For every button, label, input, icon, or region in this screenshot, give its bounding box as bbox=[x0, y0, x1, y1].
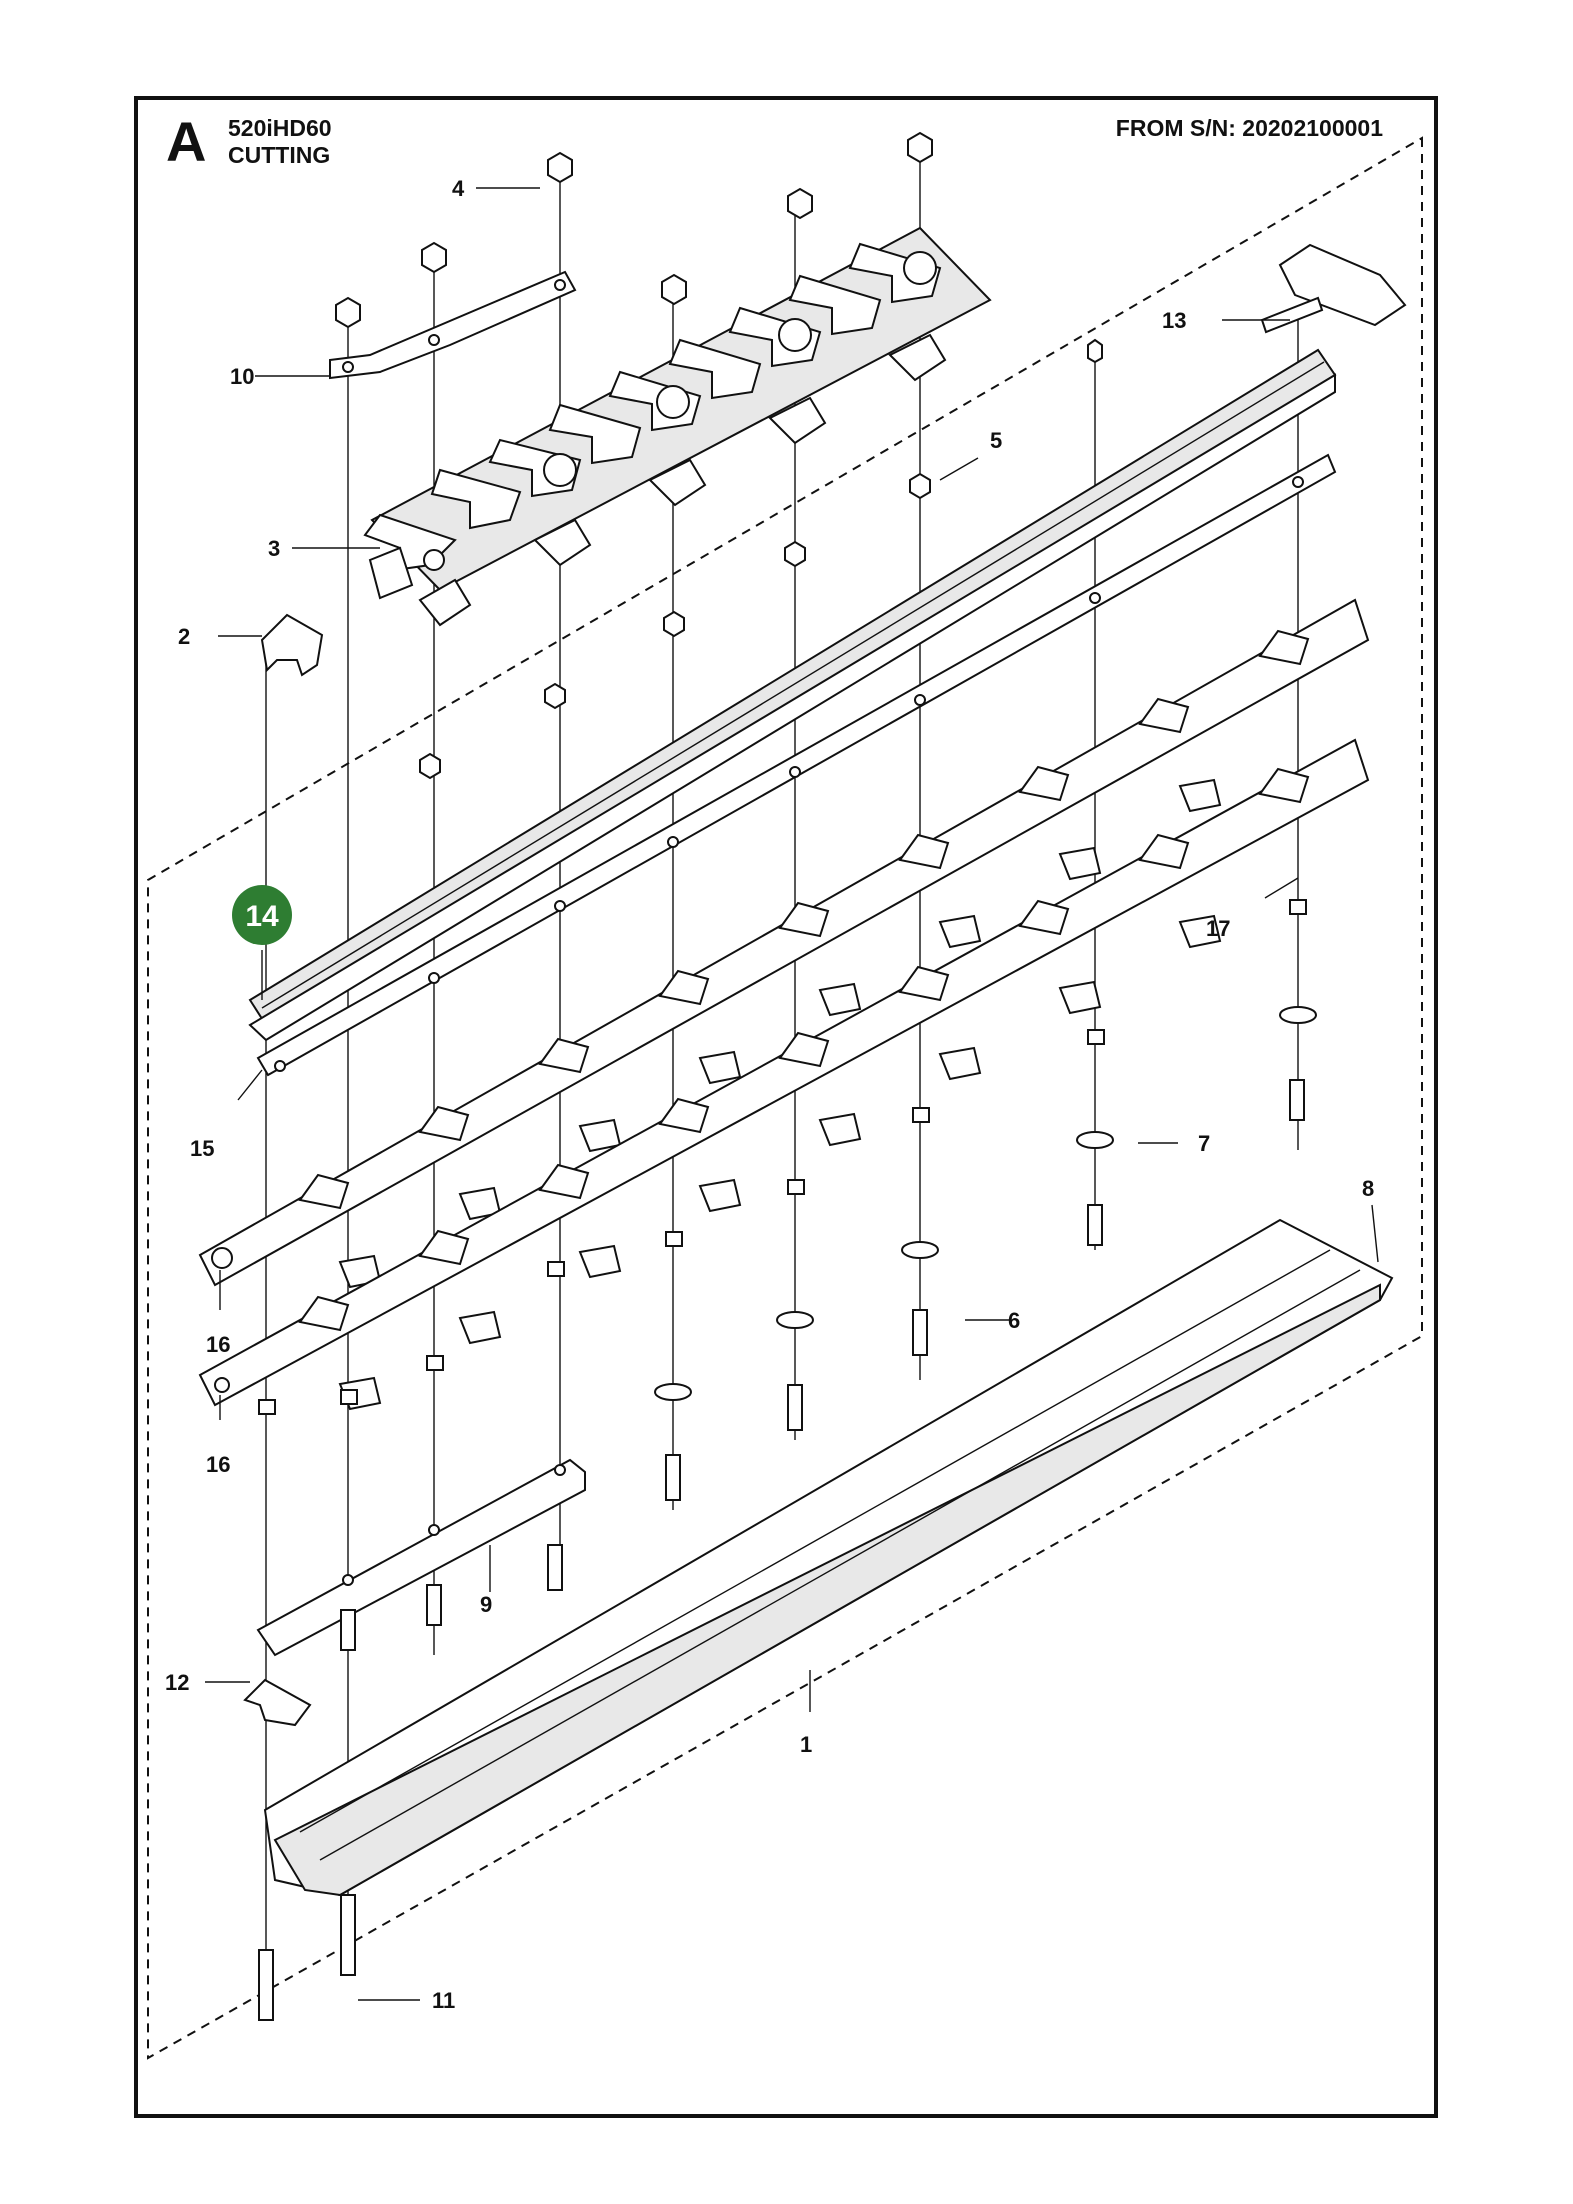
callout-8: 8 bbox=[1362, 1176, 1375, 1201]
section-title: CUTTING bbox=[228, 142, 331, 168]
callout-12: 12 bbox=[165, 1670, 190, 1695]
callout-9: 9 bbox=[480, 1592, 493, 1617]
highlight-callout-14 bbox=[232, 885, 292, 945]
callout-15: 15 bbox=[190, 1136, 215, 1161]
callout-13: 13 bbox=[1162, 308, 1187, 333]
tool-part-13 bbox=[1262, 245, 1405, 332]
callout-4: 4 bbox=[452, 176, 465, 201]
callout-1: 1 bbox=[800, 1732, 813, 1757]
clip-part-12 bbox=[245, 1680, 310, 1725]
serial-range: FROM S/N: 20202100001 bbox=[1115, 115, 1383, 141]
highlight-label: 14 bbox=[245, 900, 279, 933]
callout-5: 5 bbox=[990, 428, 1003, 453]
callout-16-lower: 16 bbox=[206, 1452, 231, 1477]
section-letter: A bbox=[166, 110, 207, 173]
clip-part-2 bbox=[262, 615, 322, 675]
model-number: 520iHD60 bbox=[228, 115, 332, 141]
callout-10: 10 bbox=[230, 364, 255, 389]
plate-part-10 bbox=[330, 272, 575, 378]
callout-6: 6 bbox=[1008, 1308, 1021, 1333]
callout-7: 7 bbox=[1198, 1131, 1211, 1156]
callout-2: 2 bbox=[178, 624, 191, 649]
callout-16-upper: 16 bbox=[206, 1332, 231, 1357]
callout-11: 11 bbox=[432, 1988, 456, 2013]
callout-17: 17 bbox=[1206, 916, 1231, 941]
plate-part-9 bbox=[258, 1460, 585, 1655]
callout-3: 3 bbox=[268, 536, 281, 561]
